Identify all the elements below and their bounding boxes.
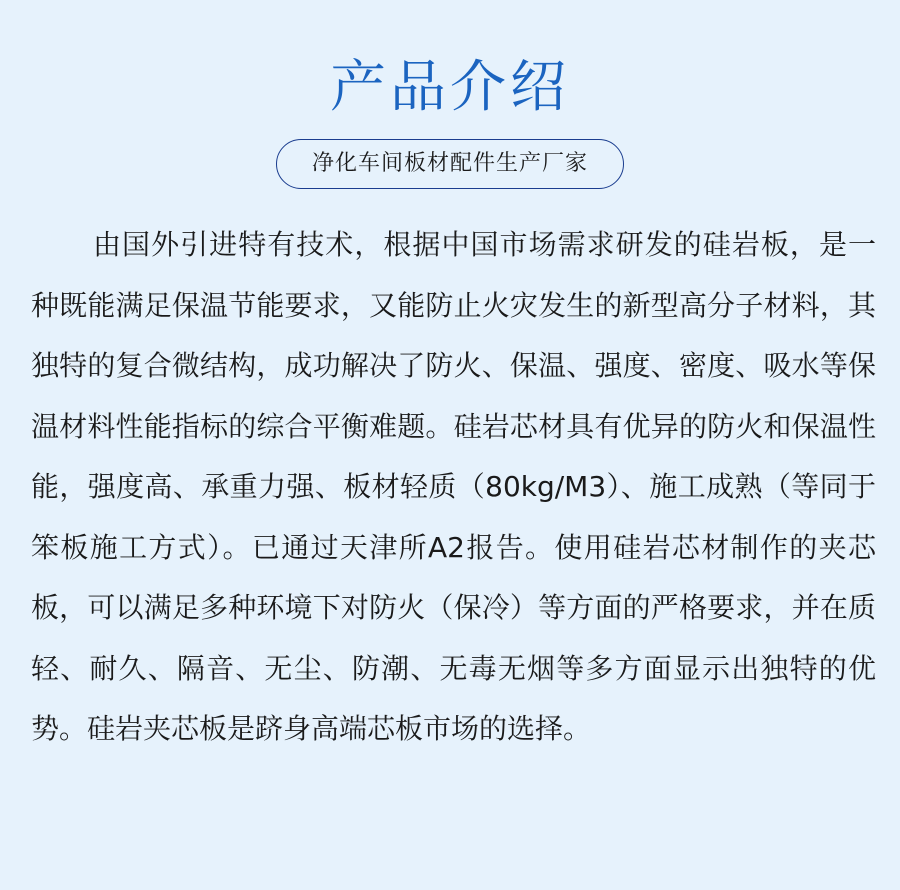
page-title: 产品介绍 — [330, 55, 570, 120]
intro-paragraph: 由国外引进特有技术，根据中国市场需求研发的硅岩板，是一种既能满足保温节能要求，又能防止火灾发生的新型高分子材料，其独特的复合微结构，成功解决了防火、保温、强度、密度、吸水等保温材料性能指标的综合平衡难题。硅岩芯材具有优异的防火和保温性能，强度高、承重力强、板材轻质（80kg/M3）、施工成熟（等同于笨板施工方式）。已通过天津所A2报告。使用硅岩芯材制作的夹芯板，可以满足多种环境下对防火（保冷）等方面的严格要求，并在质轻、耐久、隔音、无尘、防潮、无毒无烟等多方面显示出独特的优势。硅岩夹芯板是跻身高端芯板市场的选择。 — [31, 228, 876, 745]
subtitle-badge: 净化车间板材配件生产厂家 — [276, 139, 624, 189]
